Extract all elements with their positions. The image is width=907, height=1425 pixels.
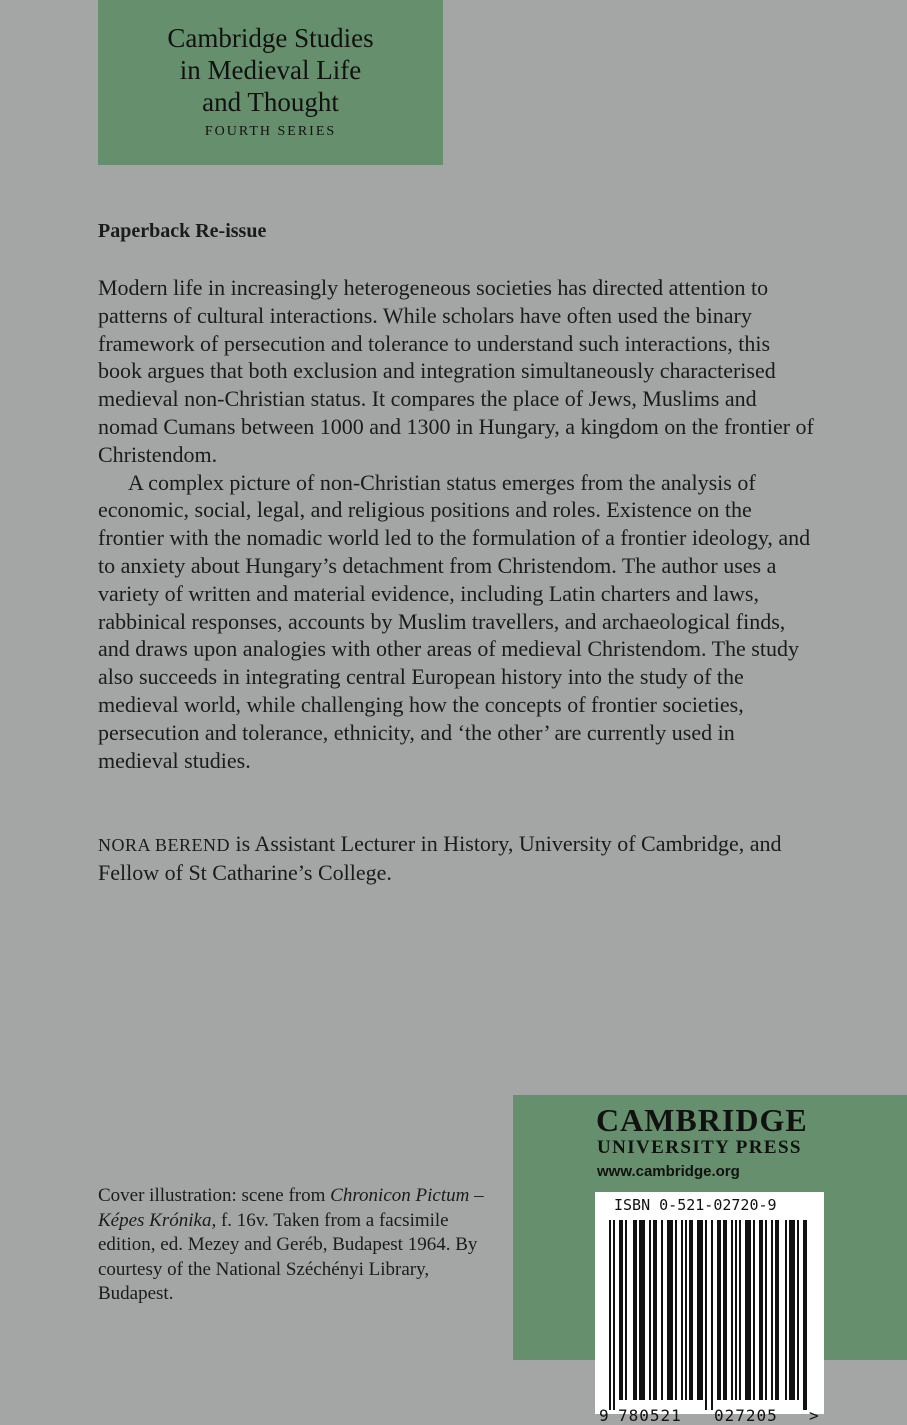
barcode-bar xyxy=(717,1220,719,1400)
barcode-bar xyxy=(761,1220,763,1400)
barcode-bar xyxy=(739,1220,741,1400)
barcode-bar xyxy=(747,1220,749,1400)
barcode-bar xyxy=(609,1220,611,1410)
barcode-bar xyxy=(735,1220,737,1400)
barcode-bar xyxy=(725,1220,727,1400)
barcode-bar xyxy=(621,1220,623,1400)
edition-note: Paperback Re-issue xyxy=(98,220,267,242)
barcode-bar xyxy=(689,1220,691,1400)
barcode-bar xyxy=(775,1220,777,1400)
barcode-arrow: > xyxy=(809,1406,819,1425)
barcode-bar xyxy=(777,1220,779,1400)
barcode-bar xyxy=(681,1220,683,1400)
barcode-bar xyxy=(661,1220,663,1400)
barcode-bar xyxy=(699,1220,701,1400)
cover-credit xyxy=(98,1184,488,1307)
barcode-bars xyxy=(609,1220,809,1410)
barcode-bar xyxy=(613,1220,615,1410)
barcode-bar xyxy=(723,1220,725,1400)
barcode-bar xyxy=(675,1220,677,1400)
barcode-bar xyxy=(671,1220,673,1400)
barcode-bar xyxy=(667,1220,669,1400)
series-subtitle: FOURTH SERIES xyxy=(204,124,337,139)
barcode-digit-first: 9 xyxy=(599,1406,609,1425)
barcode-bar xyxy=(697,1220,699,1400)
barcode-bar xyxy=(633,1220,635,1400)
author-name: NORA BEREND xyxy=(98,835,231,855)
barcode-bar xyxy=(701,1220,703,1400)
publisher-name: CAMBRIDGE xyxy=(596,1102,808,1138)
barcode-bar xyxy=(791,1220,793,1400)
barcode-bar xyxy=(793,1220,795,1400)
barcode-bar xyxy=(803,1220,805,1410)
series-panel xyxy=(98,0,443,165)
barcode-bar xyxy=(765,1220,767,1400)
barcode-bar xyxy=(653,1220,655,1400)
series-title: Cambridge Studies in Medieval Life and Thought xyxy=(167,23,374,117)
blurb-paragraph-1: Modern life in increasingly heterogeneous societies has directed attention to patterns of cultural interactions. While scholars have often used the binary framework of persecution and tolerance to understand such interactions, this book argues that both exclusion and integration simultaneously characterised medieval non-Christian status. It compares the place of Jews, Muslims and nomad Cumans between 1000 and 1300 in Hungary, a kingdom on the frontier of Christendom. xyxy=(98,275,814,467)
barcode-bar xyxy=(785,1220,787,1400)
barcode-bar xyxy=(635,1220,637,1400)
barcode-bar xyxy=(731,1220,733,1400)
blurb-paragraph-2: A complex picture of non-Christian status emerges from the analysis of economic, social, legal, and religious positions and roles. Existence on the frontier with the nomadic world led to the formulation of a frontier ideology, and to anxiety about Hungary’s detachment from Christendom. The author uses a variety of written and material evidence, including Latin charters and laws, rabbinical responses, accounts by Muslim travellers, and archaeological finds, and draws upon analogies with other areas of medieval Christendom. The study also succeeds in integrating central European history into the study of the medieval world, while challenging how the concepts of frontier societies, persecution and tolerance, ethnicity, and ‘the other’ are currently used in medieval studies. xyxy=(98,469,811,773)
publisher-url: www.cambridge.org xyxy=(597,1163,740,1180)
cover-credit-suffix: f. 16v. Taken from a facsimile edition, ed. Mezey and Geréb, Budapest 1964. By courtesy of the National Széchényi Library, Budapest. xyxy=(98,1209,478,1304)
cover-credit-prefix: Cover illustration: scene from xyxy=(98,1185,331,1206)
barcode-digit-group-1: 780521 xyxy=(618,1406,682,1425)
barcode-bar xyxy=(797,1220,799,1400)
cover-credit-work-title: Chronicon Pictum – Képes Krónika, xyxy=(98,1185,484,1231)
blurb xyxy=(98,274,818,774)
barcode-bar xyxy=(753,1220,755,1400)
barcode-bar xyxy=(619,1220,621,1400)
barcode-bar xyxy=(771,1220,773,1400)
barcode-bar xyxy=(759,1220,761,1400)
isbn-label: ISBN 0-521-02720-9 xyxy=(614,1196,777,1214)
author-bio xyxy=(98,830,818,887)
author-description: is Assistant Lecturer in History, University of Cambridge, and Fellow of St Catharine’s College. xyxy=(98,831,782,885)
barcode-bar xyxy=(719,1220,721,1400)
barcode-bar xyxy=(789,1220,791,1400)
barcode-bar xyxy=(685,1220,687,1400)
barcode-bar xyxy=(749,1220,751,1400)
publisher-panel xyxy=(513,1095,907,1425)
barcode-bar xyxy=(641,1220,643,1400)
barcode-bar xyxy=(669,1220,671,1400)
barcode xyxy=(595,1192,824,1425)
barcode-bar xyxy=(643,1220,645,1400)
barcode-digit-group-2: 027205 xyxy=(714,1406,778,1425)
barcode-bar xyxy=(655,1220,657,1400)
barcode-bar xyxy=(649,1220,651,1400)
publisher-subname: UNIVERSITY PRESS xyxy=(597,1137,802,1158)
barcode-bar xyxy=(639,1220,641,1400)
barcode-bar xyxy=(691,1220,693,1400)
barcode-bar xyxy=(625,1220,627,1400)
barcode-bar xyxy=(745,1220,747,1400)
barcode-bar xyxy=(711,1220,713,1410)
barcode-bar xyxy=(805,1220,807,1410)
barcode-bar xyxy=(705,1220,707,1410)
